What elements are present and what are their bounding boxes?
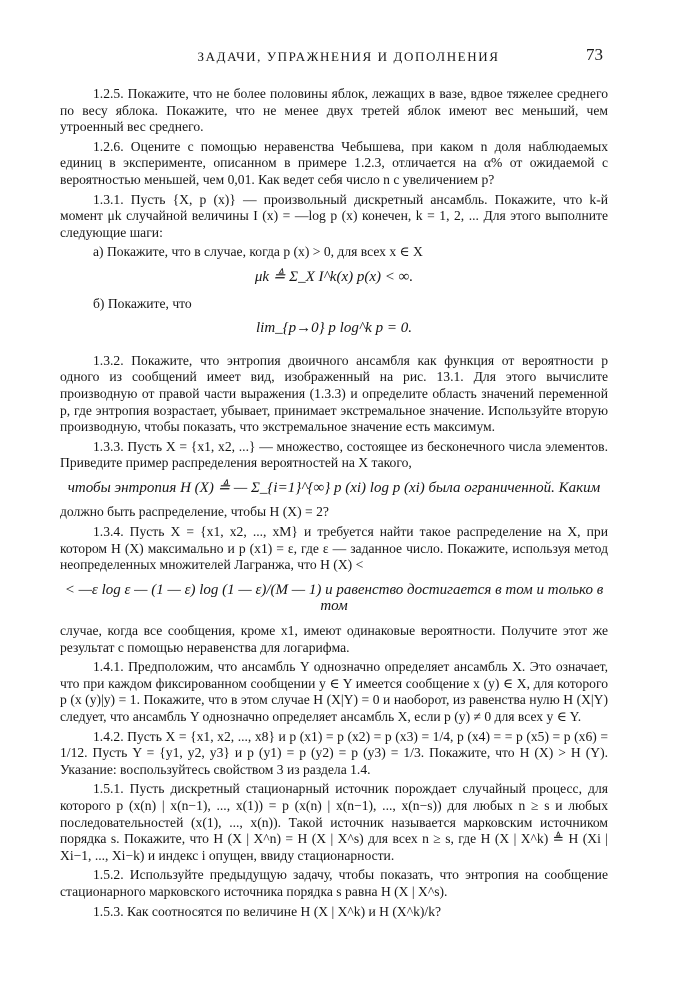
page-body <box>60 86 608 923</box>
problem-1-3-2: 1.3.2. Покажите, что энтропия двоичного ансамбля как функция от вероятности p одного из сообщений имеет вид, изображенный на рис. 13.1. Для этого вычислите производную от правой части выражения (1.3.3) и определите область значений переменной p, где энтропия возрастает, убывает, принимает экстремальное значение. Используйте вторую производную, чтобы показать, что экстремальное значение есть максимум. <box>60 352 608 435</box>
page-header <box>94 46 603 68</box>
problem-1-3-3-part-2: должно быть распределение, чтобы H (X) = 2? <box>60 504 329 520</box>
problem-1-4-2: 1.4.2. Пусть X = {x1, x2, ..., x8} и p (x1) = p (x2) = p (x3) = 1/4, p (x4) = = p (x5) = p (x6) = 1/12. Пусть Y = {y1, y2, y3} и p (y1) = p (y2) = p (y3) = 1/3. Покажите, что H (X) > H (Y). Указание: воспользуйтесь свойством 3 из раздела 1.4. <box>60 728 608 777</box>
problem-1-3-4-part-1: 1.3.4. Пусть X = {x1, x2, ..., xM} и требуется найти такое распределение на X, при котором H (X) максимально и p (x1) = ε, где ε — заданное число. Покажите, используя метод неопределенных множителей Лагранжа, что H (X) < <box>60 524 608 573</box>
problem-1-2-6: 1.2.6. Оцените с помощью неравенства Чебышева, при каком n доля наблюдаемых единиц в эксперименте, описанном в примере 1.2.3, отличается на α% от ожидаемой с вероятностью меньшей, чем 0,01. Как ведет себя число n с увеличением p? <box>60 138 608 187</box>
problem-1-3-1-step-a: а) Покажите, что в случае, когда p (x) > 0, для всех x ∈ X <box>93 244 423 260</box>
problem-1-5-2: 1.5.2. Используйте предыдущую задачу, чтобы показать, что энтропия на сообщение стационарного марковского источника порядка s равна H (X | X^s). <box>60 867 608 899</box>
problem-1-3-1-intro: 1.3.1. Пусть {X, p (x)} — произвольный дискретный ансамбль. Покажите, что k-й момент μk случайной величины I (x) = —log p (x) конечен, k = 1, 2, ... Для этого выполните следующие шаги: <box>60 191 608 240</box>
problem-1-3-1-step-b: б) Покажите, что <box>93 295 192 311</box>
problem-1-3-3-entropy-formula: чтобы энтропия H (X) ≜ — Σ_{i=1}^{∞} p (xi) log p (xi) была ограниченной. Каким <box>67 479 601 496</box>
problem-1-5-1: 1.5.1. Пусть дискретный стационарный источник порождает случайный процесс, для которого p (x(n) | x(n−1), ..., x(1)) = p (x(n) | x(n−1), ..., x(n−s)) для любых n ≥ s и любых последовательностей (x(1), ..., x(n)). Такой источник называется марковским источником порядка s. Покажите, что H (X | X^n) = H (X | X^s) для всех n ≥ s, где H (X | X^k) ≜ H (Xi | Xi−1, ..., Xi−k) и индекс i опущен, ввиду стационарности. <box>60 781 608 863</box>
page-number: 73 <box>586 45 603 64</box>
problem-1-3-3-part-1: 1.3.3. Пусть X = {x1, x2, ...} — множество, состоящее из бесконечного числа элементов. Приведите пример распределения вероятностей на X такого, <box>60 438 608 471</box>
problem-1-3-4-part-2: случае, когда все сообщения, кроме x1, имеют одинаковые вероятности. Получите этот же результат с помощью неравенства для логарифма. <box>60 623 608 655</box>
problem-1-2-5: 1.2.5. Покажите, что не более половины яблок, лежащих в вазе, вдвое тяжелее среднего по весу яблока. Покажите, что не менее двух третей яблок имеют вес меньший, чем утроенный вес среднего. <box>60 86 608 135</box>
formula-moment-sum: μk ≜ Σ_X I^k(x) p(x) < ∞. <box>254 268 414 285</box>
formula-limit: lim_{p→0} p log^k p = 0. <box>256 320 412 337</box>
problem-1-4-1: 1.4.1. Предположим, что ансамбль Y однозначно определяет ансамбль X. Это означает, что при каждом фиксированном сообщении y ∈ Y имеется сообщение x (y) ∈ X, для которого p (x (y)|y) = 1. Покажите, что в этом случае H (X|Y) = 0 и наоборот, из равенства нулю H (X|Y) следует, что ансамбль Y однозначно определяет ансамбль X, если p (y) ≠ 0 для всех y ∈ Y. <box>60 659 608 724</box>
problem-1-5-3: 1.5.3. Как соотносятся по величине H (X | X^k) и H (X^k)/k? <box>93 903 442 919</box>
problem-1-3-4-inequality: < —ε log ε — (1 — ε) log (1 — ε)/(M — 1) и равенство достигается в том и только в том <box>64 581 604 615</box>
running-title: ЗАДАЧИ, УПРАЖНЕНИЯ И ДОПОЛНЕНИЯ <box>197 49 500 64</box>
